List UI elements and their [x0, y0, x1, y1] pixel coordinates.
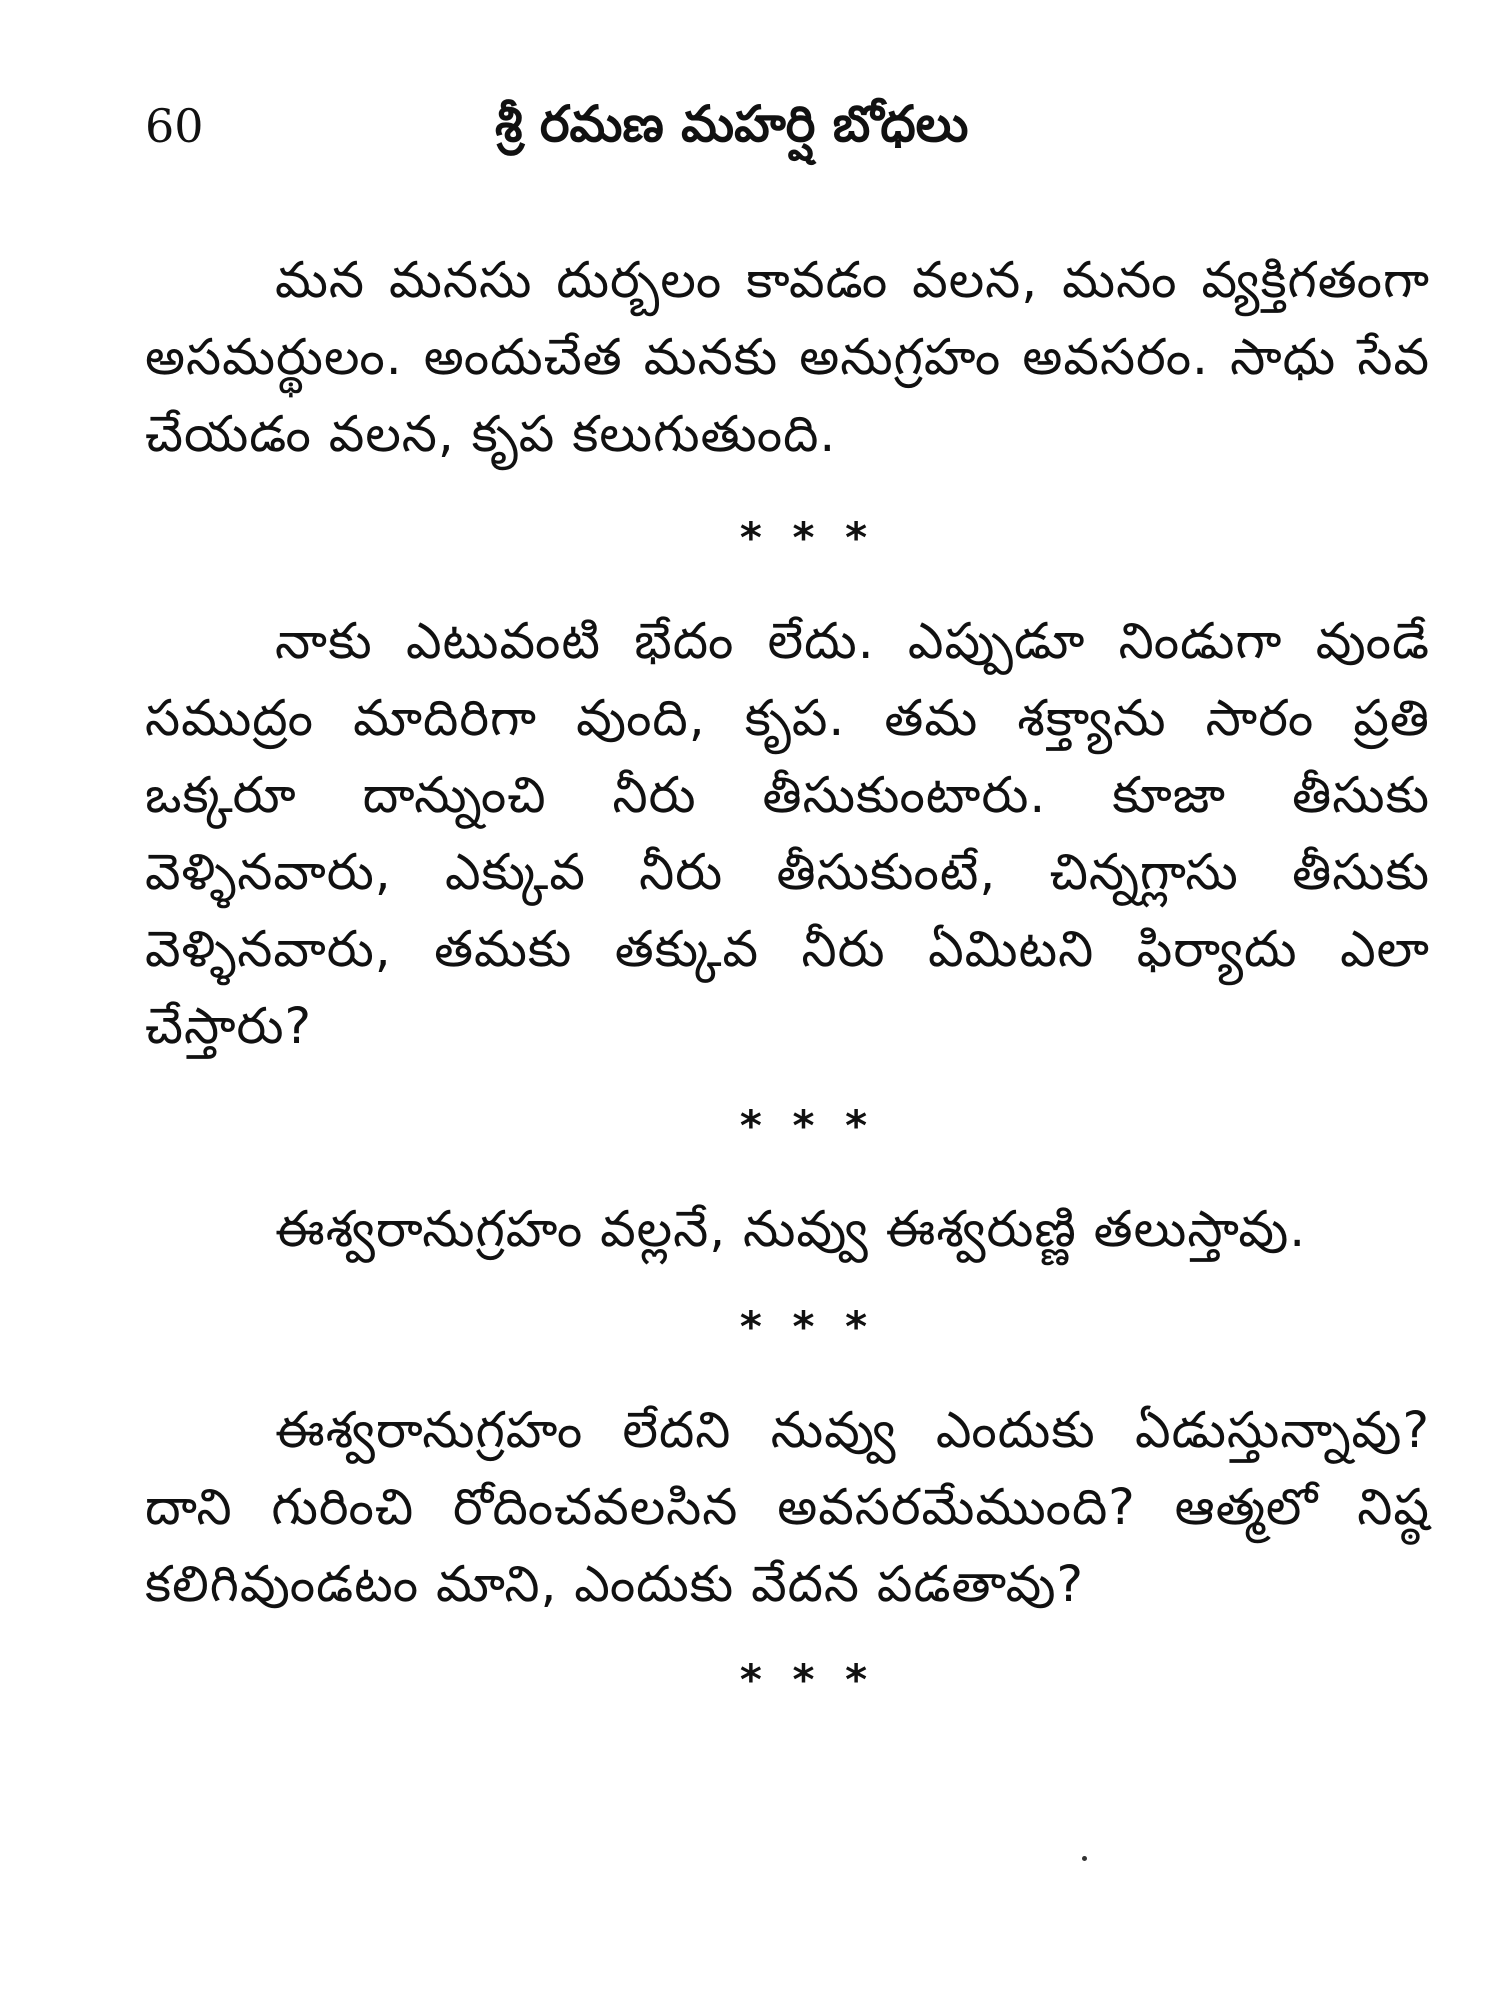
paragraph-3: ఈశ్వరానుగ్రహం వల్లనే, నువ్వు ఈశ్వరుణ్ణి తలుస్తావు.: [275, 1200, 1307, 1258]
page-header: [145, 92, 1435, 162]
paragraph-4: ఈశ్వరానుగ్రహం లేదని నువ్వు ఎందుకు ఏడుస్తున్నావు? దాని గురించి రోదించవలసిన అవసరమేముంది? ఆత్మలో నిష్ఠ కలిగివుండటం మాని, ఎందుకు వేదన పడతావు?: [145, 1401, 1430, 1613]
separator-1: * * *: [739, 513, 876, 562]
page-body: [145, 242, 1430, 1745]
paragraph-1: మన మనసు దుర్బలం కావడం వలన, మనం వ్యక్తిగతంగా అసమర్థులం. అందుచేత మనకు అనుగ్రహం అవసరం. సాధు సేవ చేయడం వలన, కృప కలుగుతుంది.: [145, 251, 1430, 463]
running-title: శ్రీ రమణ మహర్షి బోధలు: [495, 95, 969, 153]
separator-3: * * *: [739, 1302, 876, 1351]
separator-2: * * *: [739, 1101, 876, 1150]
separator-4: * * *: [739, 1655, 876, 1704]
paragraph-2: నాకు ఎటువంటి భేదం లేదు. ఎప్పుడూ నిండుగా వుండే సముద్రం మాదిరిగా వుంది, కృప. తమ శక్త్యాను సారం ప్రతి ఒక్కరూ దాన్నుంచి నీరు తీసుకుంటారు. కూజా తీసుకు వెళ్ళినవారు, ఎక్కువ నీరు తీసుకుంటే, చిన్నగ్లాసు తీసుకు వెళ్ళినవారు, తమకు తక్కువ నీరు ఏమిటని ఫిర్యాదు ఎలా చేస్తారు?: [145, 612, 1430, 1055]
print-speck: [1082, 1856, 1087, 1861]
page-number: 60: [145, 99, 204, 153]
